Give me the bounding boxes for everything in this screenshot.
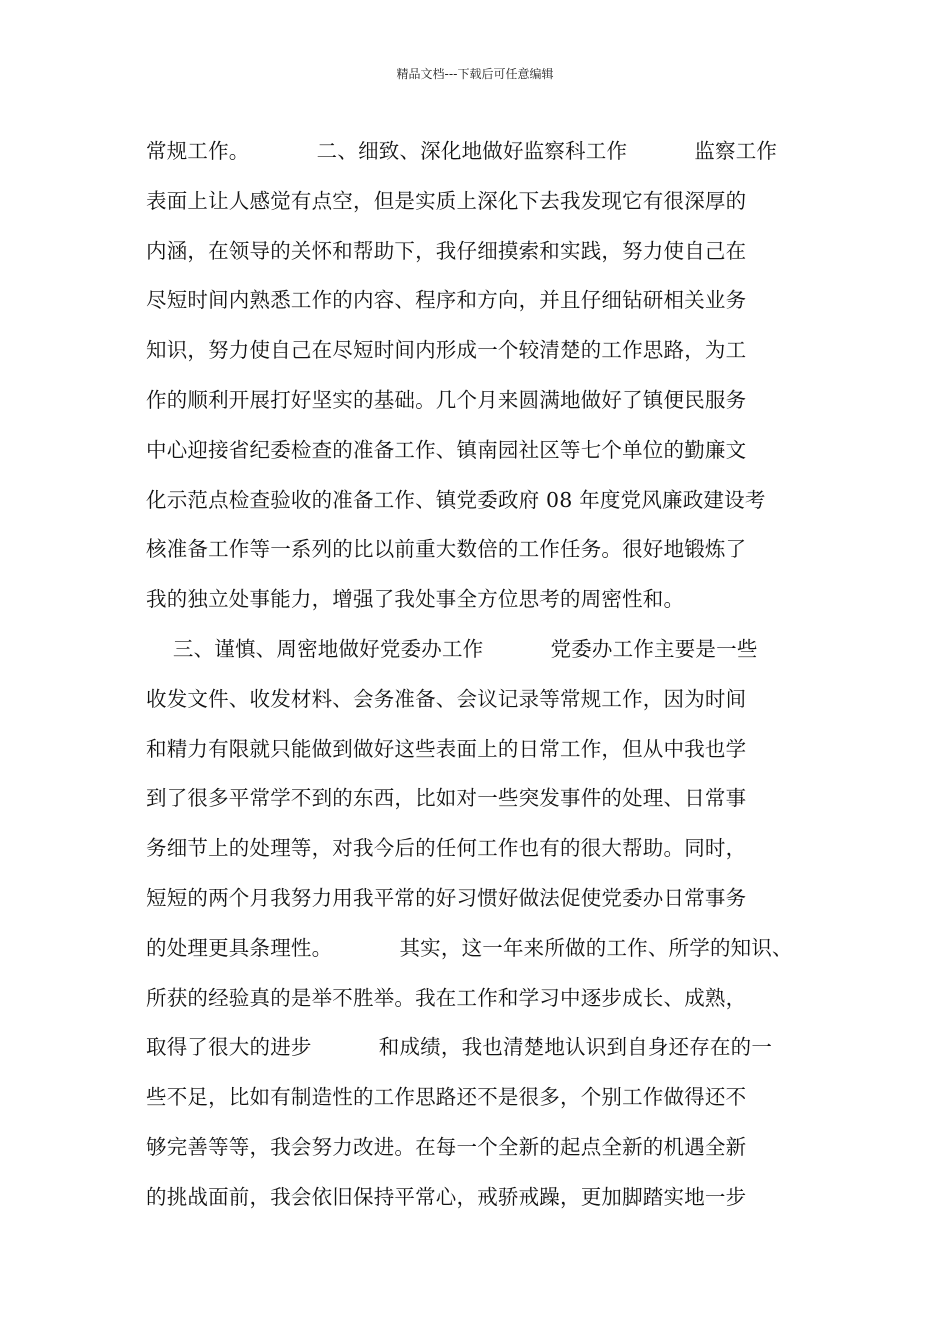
body-line: 内涵，在领导的关怀和帮助下，我仔细摸索和实践，努力使自己在	[146, 238, 747, 263]
body-line: 表面上让人感觉有点空，但是实质上深化下去我发现它有很深厚的	[146, 188, 747, 213]
body-line: 我的独立处事能力，增强了我处事全方位思考的周密性和。	[146, 587, 685, 612]
body-line: 中心迎接省纪委检查的准备工作、镇南园社区等七个单位的勤廉文	[146, 437, 747, 462]
body-line: 作的顺利开展打好坚实的基础。几个月来圆满地做好了镇便民服务	[146, 387, 747, 412]
page-header: 精品文档---下载后可任意编辑	[396, 67, 554, 81]
body-line: 收发文件、收发材料、会务准备、会议记录等常规工作，因为时间	[146, 686, 747, 711]
body-line: 的处理更具条理性。 其实，这一年来所做的工作、所学的知识、	[146, 935, 793, 960]
body-line: 些不足，比如有制造性的工作思路还不是很多，个别工作做得还不	[146, 1085, 747, 1110]
body-line: 够完善等等，我会努力改进。在每一个全新的起点全新的机遇全新	[146, 1134, 747, 1159]
body-line: 尽短时间内熟悉工作的内容、程序和方向，并且仔细钻研相关业务	[146, 288, 747, 313]
body-line: 知识，努力使自己在尽短时间内形成一个较清楚的工作思路，为工	[146, 338, 747, 363]
body-line: 三、谨慎、周密地做好党委办工作 党委办工作主要是一些	[146, 636, 758, 661]
body-line: 的挑战面前，我会依旧保持平常心，戒骄戒躁，更加脚踏实地一步	[146, 1184, 747, 1209]
body-line: 常规工作。 二、细致、深化地做好监察科工作 监察工作	[146, 139, 778, 163]
body-line: 到了很多平常学不到的东西，比如对一些突发事件的处理、日常事	[146, 786, 747, 811]
body-line: 和精力有限就只能做到做好这些表面上的日常工作，但从中我也学	[146, 736, 747, 761]
body-line: 核准备工作等一系列的比以前重大数倍的工作任务。很好地锻炼了	[146, 537, 747, 562]
body-line: 所获的经验真的是举不胜举。我在工作和学习中逐步成长、成熟，	[146, 985, 747, 1010]
body-line: 务细节上的处理等，对我今后的任何工作也有的很大帮助。同时，	[146, 836, 747, 861]
document-body	[146, 133, 836, 1229]
body-line: 取得了很大的进步 和成绩，我也清楚地认识到自身还存在的一	[146, 1035, 773, 1060]
body-line: 化示范点检查验收的准备工作、镇党委政府 08 年度党风廉政建设考	[146, 487, 766, 512]
body-line: 短短的两个月我努力用我平常的好习惯好做法促使党委办日常事务	[146, 885, 747, 910]
